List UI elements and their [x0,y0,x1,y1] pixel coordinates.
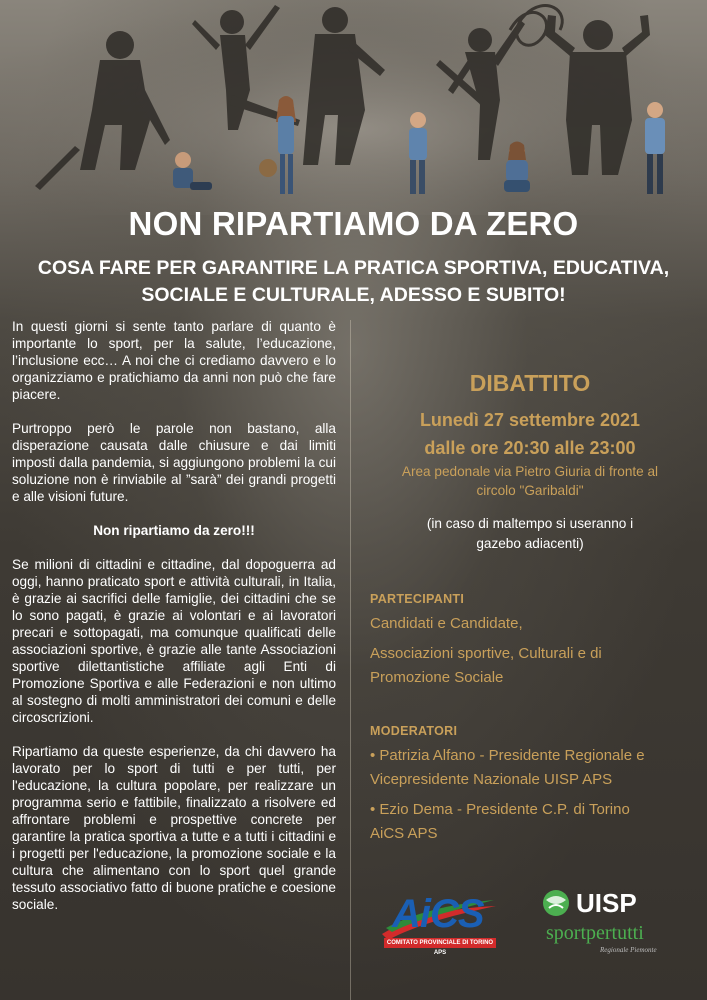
uisp-tagline: sportpertutti [546,922,644,944]
paragraph-history: Se milioni di cittadini e cittadine, dal dopoguerra ad oggi, hanno praticato sport e attività culturali, in Italia, è grazie ai sacrifici delle famiglie, dei cittadini che se lo sono pagati, è grazie ai volontari e ai lavoratori precari e sottopagati, ma comunque qualificati delle associazioni sportive, è grazie alle tante Associazioni sportive dilettantistiche affiliate agli Enti di Promozione Sportiva e alle Federazioni e non ultimo al sostegno di molti amministratori dei comuni e delle circoscrizioni. [12,557,336,725]
column-divider [350,320,351,1000]
aics-logo [378,888,500,956]
event-date: Lunedì 27 settembre 2021 [419,410,641,430]
moderator-1-line-2: Vicepresidente Nazionale UISP APS [370,771,613,788]
subtitle-line-1: COSA FARE PER GARANTIRE LA PRATICA SPORTIVA, EDUCATIVA, [37,257,670,279]
moderator-1-line-1: • Patrizia Alfano - Presidente Regionale e [370,747,645,764]
event-location-line-2: circolo "Garibaldi" [476,483,584,498]
headline: NON RIPARTIAMO DA ZERO [128,205,579,242]
uisp-logo [540,888,670,958]
aics-committee-band: COMITATO PROVINCIALE DI TORINO APS [384,938,496,948]
slogan: Non ripartiamo da zero!!! [93,523,255,538]
participants-label: PARTECIPANTI [370,592,465,606]
participants-line-1: Candidati e Candidate, [370,615,523,632]
children-shadows-illustration [0,0,707,215]
paragraph-intro: In questi giorni si sente tanto parlare di quanto è importante lo sport, per la salute, l’educazione, l’inclusione ecc… A noi che ci crediamo davvero e lo organizziamo e pratichiamo da anni non può che fare piacere. [12,319,336,402]
uisp-name: UISP [576,888,637,918]
hero-photo [0,0,707,215]
body-text-column [12,318,336,930]
paragraph-problems: Purtroppo però le parole non bastano, alla disperazione causata dalle chiusure e dai limiti imposti dalla pandemia, si aggiungono problemi la cui soluzione non è rinviabile al ”sarà” dei grandi progetti e alle visioni future. [12,421,336,504]
paragraph-restart: Ripartiamo da queste esperienze, da chi davvero ha lavorato per lo sport di tutti e per tutti, per l'educazione, la cultura popolare, per realizzare un programma serio e fattibile, finalizzato a risolvere ed affrontare problemi e prospettive concrete per garantire la pratica sportiva a tutte e a tutti i cittadini e i progetti per l'educazione, la promozione sociale e la cultura che alimentano con lo sport quel grande tessuto associativo fatto di buone pratiche e coesione sociale. [12,744,336,912]
event-time: dalle ore 20:30 alle 23:00 [424,438,636,458]
moderators-label: MODERATORI [370,724,458,738]
event-location-line-1: Area pedonale via Pietro Giuria di fronte al [401,464,659,479]
weather-note [388,514,672,554]
weather-note-line-1: (in caso di maltempo si useranno i [426,516,634,531]
participants-line-3: Promozione Sociale [370,669,504,686]
uisp-region: Regionale Piemonte [600,946,657,954]
aics-name: AiCS [392,892,484,936]
uisp-globe-icon [540,888,574,918]
subtitle-line-2: SOCIALE E CULTURALE, ADESSO E SUBITO! [141,284,566,306]
event-title: DIBATTITO [469,370,591,396]
weather-note-line-2: gazebo adiacenti) [476,536,584,551]
moderator-2-line-2: AiCS APS [370,825,438,842]
subtitle [20,255,687,309]
moderator-2-line-1: • Ezio Dema - Presidente C.P. di Torino [370,801,630,818]
participants-line-2: Associazioni sportive, Culturali e di [370,645,602,662]
event-location [368,462,692,500]
